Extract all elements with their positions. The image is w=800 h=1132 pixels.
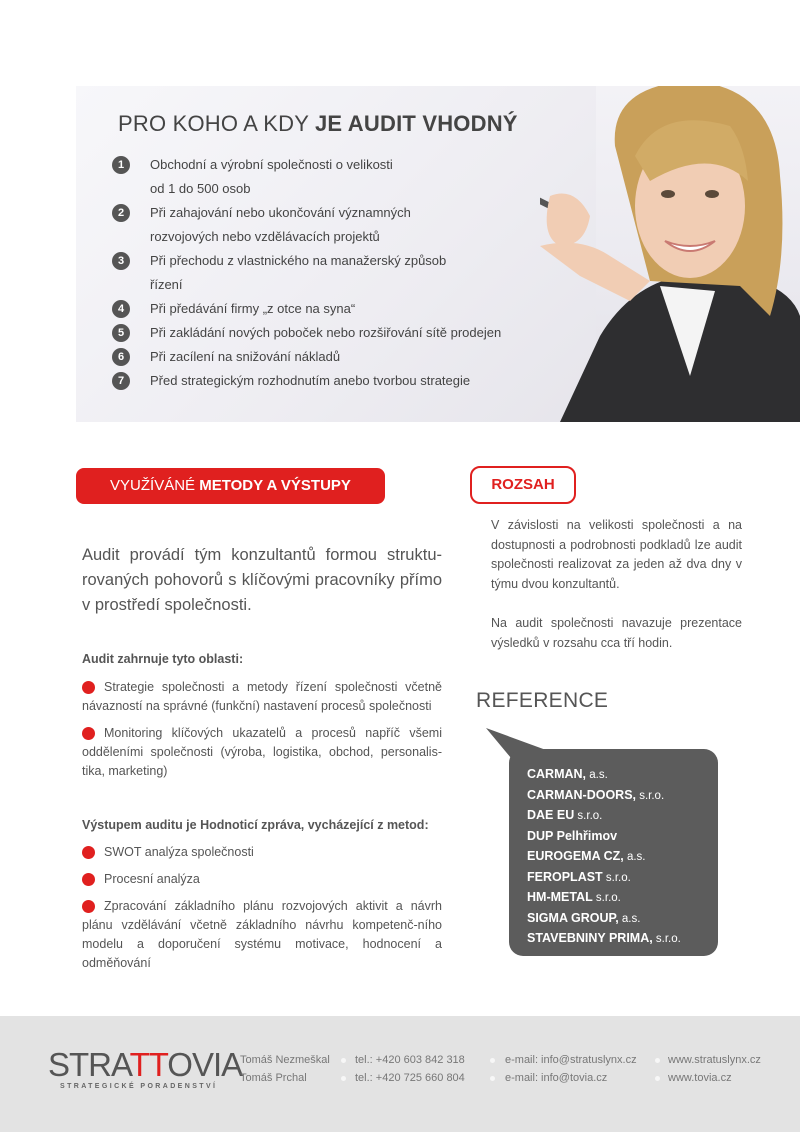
red-bullet-icon (82, 900, 95, 913)
output-heading: Výstupem auditu je Hodnoticí zpráva, vycházející z metod: (82, 818, 429, 832)
methods-heading-pill: VYUŽÍVÁNÉ METODY A VÝSTUPY (76, 468, 385, 504)
separator-dot-icon (655, 1058, 660, 1063)
number-badge: 5 (112, 324, 130, 342)
footer-websites (668, 1051, 761, 1087)
red-bullet-icon (82, 846, 95, 859)
red-bullet-icon (82, 727, 95, 740)
footer-names (240, 1051, 330, 1087)
separator-dot-icon (490, 1076, 495, 1081)
references-list (527, 765, 681, 950)
hero-criteria-list (112, 153, 501, 393)
list-item: Monitoring klíčových ukazatelů a procesů napříč všemi odděleními společnosti (výroba, logistika, obchod, personalis-tika, marketing) (82, 726, 442, 778)
reference-item: CARMAN, a.s. (527, 767, 608, 781)
consultant-photo (540, 86, 800, 422)
scope-paragraph: Na audit společnosti navazuje prezentace výsledků v rozsahu cca tří hodin. (491, 616, 742, 650)
contact-name: Tomáš Prchal (240, 1072, 307, 1084)
red-bullet-icon (82, 873, 95, 886)
footer-emails (505, 1051, 637, 1087)
phone-number: tel.: +420 725 660 804 (355, 1072, 465, 1084)
reference-item: DUP Pelhřimov (527, 828, 618, 843)
number-badge: 4 (112, 300, 130, 318)
footer-phones (355, 1051, 465, 1087)
list-item: 2 Při zahajování nebo ukončování významných rozvojových nebo vzdělávacích projektů (112, 201, 501, 249)
number-badge: 6 (112, 348, 130, 366)
number-badge: 7 (112, 372, 130, 390)
contact-name: Tomáš Nezmeškal (240, 1054, 330, 1066)
list-item: 6 Při zacílení na snižování nákladů (112, 345, 501, 369)
references-title: REFERENCE (476, 689, 609, 712)
list-item: Zpracování základního plánu rozvojových aktivit a návrh plánu vzdělávání včetně základního návrhu kompetenč-ního modelu a doporučení systému motivace, hodnocení a odměňování (82, 899, 442, 970)
separator-dot-icon (341, 1058, 346, 1063)
reference-item: HM-METAL s.r.o. (527, 890, 621, 904)
hero-title: PRO KOHO A KDY JE AUDIT VHODNÝ (118, 111, 518, 136)
reference-item: DAE EU s.r.o. (527, 808, 603, 822)
company-logo: STRATTOVIA (48, 1046, 243, 1083)
email-link[interactable]: e-mail: info@stratuslynx.cz (505, 1054, 637, 1066)
reference-item: SIGMA GROUP, a.s. (527, 910, 641, 925)
list-item: 3 Při přechodu z vlastnického na manažerský způsob řízení (112, 249, 501, 297)
website-link[interactable]: www.tovia.cz (668, 1072, 732, 1084)
list-item: 5 Při zakládání nových poboček nebo rozšiřování sítě prodejen (112, 321, 501, 345)
email-link[interactable]: e-mail: info@tovia.cz (505, 1072, 608, 1084)
reference-item: STAVEBNINY PRIMA, s.r.o. (527, 931, 681, 945)
separator-dot-icon (341, 1076, 346, 1081)
outputs-list (82, 843, 442, 981)
list-item: 7 Před strategickým rozhodnutím anebo tvorbou strategie (112, 369, 501, 393)
methods-intro: Audit provádí tým konzultantů formou struktu-rovaných pohovorů s klíčovými pracovníky přímo v prostředí společnosti. (82, 546, 442, 614)
scope-heading-pill: ROZSAH (470, 466, 576, 504)
separator-dot-icon (490, 1058, 495, 1063)
reference-item: FEROPLAST s.r.o. (527, 869, 631, 884)
separator-dot-icon (655, 1076, 660, 1081)
logo-tagline: STRATEGICKÉ PORADENSTVÍ (60, 1083, 218, 1090)
phone-number: tel.: +420 603 842 318 (355, 1054, 465, 1066)
number-badge: 1 (112, 156, 130, 174)
list-item: 4 Při předávání firmy „z otce na syna“ (112, 297, 501, 321)
list-item: Strategie společnosti a metody řízení společnosti včetně návazností na správné (funkční) nastavení procesů společnosti (82, 680, 442, 713)
website-link[interactable]: www.stratuslynx.cz (668, 1054, 761, 1066)
areas-heading: Audit zahrnuje tyto oblasti: (82, 652, 244, 666)
red-bullet-icon (82, 681, 95, 694)
reference-item: EUROGEMA CZ, a.s. (527, 849, 646, 863)
list-item: 1 Obchodní a výrobní společnosti o velikosti od 1 do 500 osob (112, 153, 501, 201)
list-item: SWOT analýza společnosti (82, 843, 442, 862)
reference-item: CARMAN-DOORS, s.r.o. (527, 787, 665, 802)
scope-paragraph: V závislosti na velikosti společnosti a na dostupnosti a podrobnosti podkladů lze audit společnosti realizovat za jeden až dva dny v týmu dvou konzultantů. (491, 518, 742, 591)
list-item: Procesní analýza (82, 870, 442, 889)
areas-list (82, 678, 442, 789)
number-badge: 2 (112, 204, 130, 222)
number-badge: 3 (112, 252, 130, 270)
